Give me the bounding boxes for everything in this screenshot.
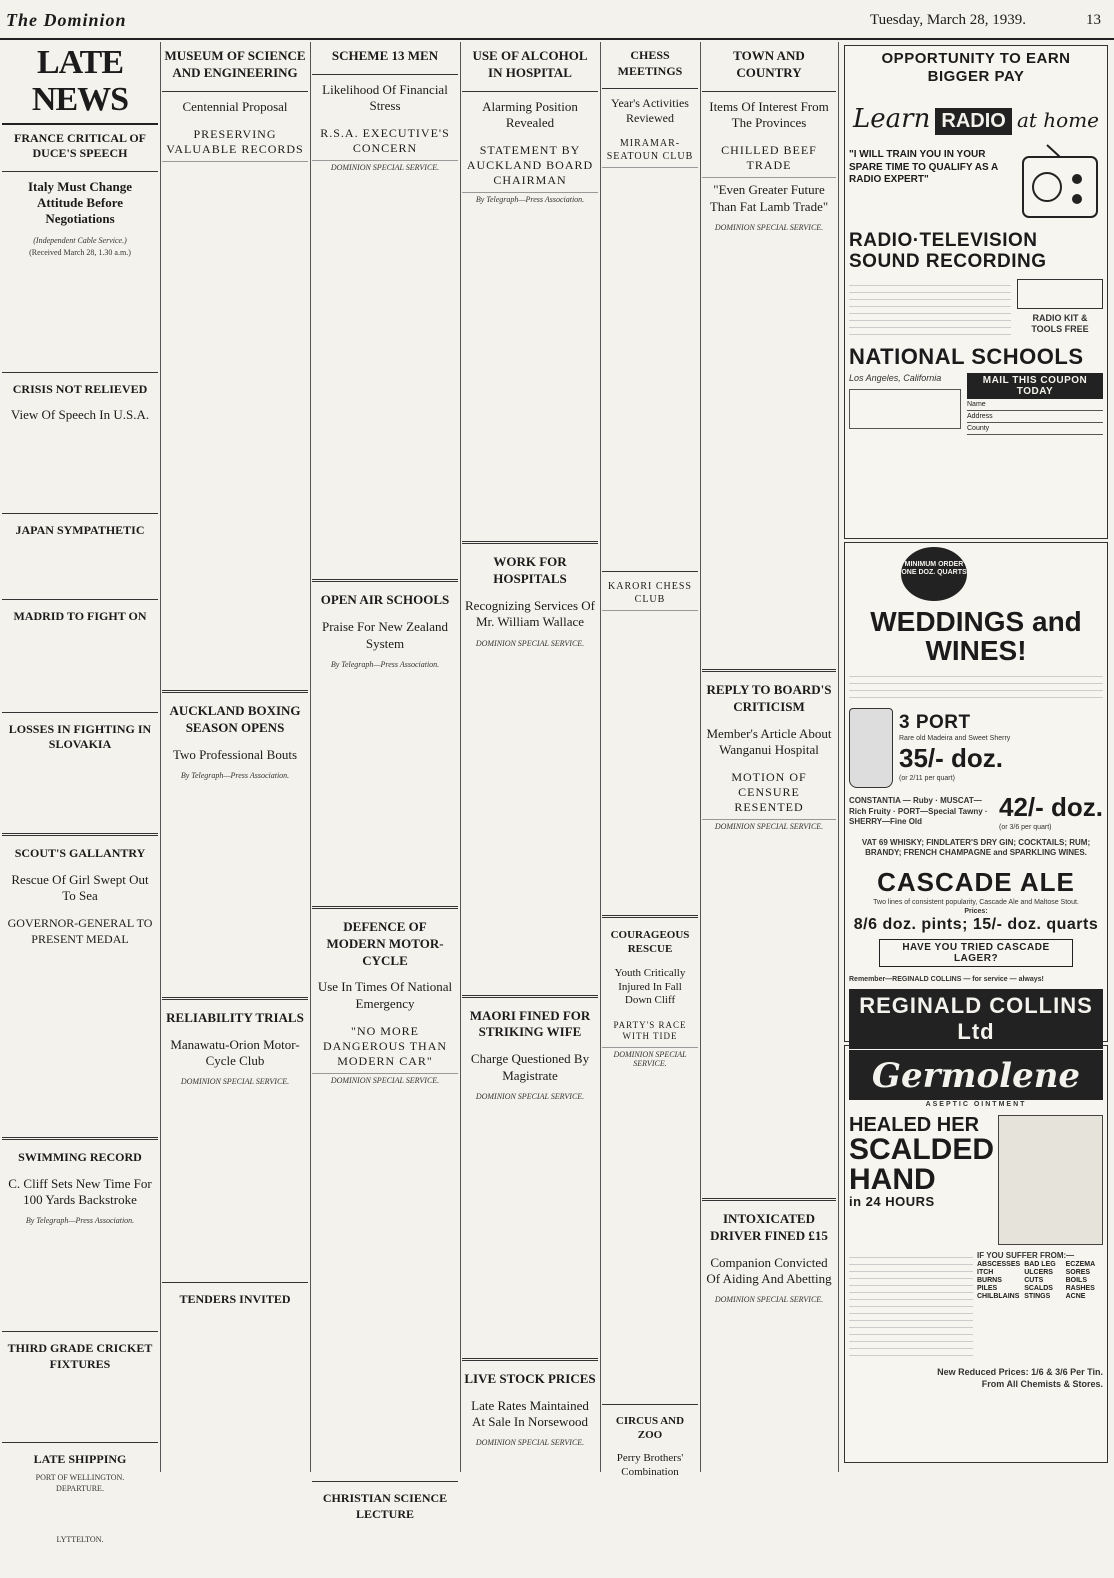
article-body: [162, 166, 308, 686]
ad-remember: Remember—REGINALD COLLINS — for service — always!: [849, 976, 1044, 984]
subheadline: Late Rates Maintained At Sale In Norsewood: [471, 1397, 589, 1429]
ad-kit-free: RADIO KIT & TOOLS FREE: [1031, 312, 1089, 335]
divider: [162, 997, 308, 1000]
article-body: [602, 611, 698, 911]
headline: TOWN AND COUNTRY: [733, 48, 805, 80]
price-wines-note: (or 3/6 per quart): [998, 823, 1052, 831]
port-label: 3 PORT: [899, 711, 971, 733]
service-line: DOMINION SPECIAL SERVICE.: [475, 1091, 585, 1101]
coupon-address-field[interactable]: Address: [967, 413, 1103, 423]
germolene-hours: in 24 HOURS: [849, 1194, 935, 1210]
divider: [2, 1442, 158, 1443]
issue-date: Tuesday, March 28, 1939.: [870, 12, 1026, 28]
column-divider: [160, 42, 161, 1472]
wine-advert: [844, 542, 1108, 1042]
subheadline: Member's Article About Wanganui Hospital: [706, 725, 832, 757]
subheadline: Year's Activities Reviewed: [611, 96, 689, 126]
headline: INTOXICATED DRIVER FINED £15: [710, 1211, 828, 1243]
divider: [462, 541, 598, 544]
late-news-banner: LATE NEWS: [2, 42, 158, 125]
subheadline: Praise For New Zealand System: [322, 619, 448, 651]
ailment-item: BAD LEG: [1024, 1261, 1056, 1269]
masthead: [0, 0, 1114, 40]
article-body: [2, 953, 158, 1133]
divider: [702, 669, 836, 672]
ailment-item: SCALDS: [1024, 1285, 1053, 1293]
headline: LOSSES IN FIGHTING IN SLOVAKIA: [8, 721, 152, 752]
article-body: [162, 1089, 308, 1279]
headline: COURAGEOUS RESCUE: [610, 929, 690, 956]
article-body: [602, 1071, 698, 1401]
divider: [162, 91, 308, 92]
ailment-item: SORES: [1065, 1269, 1091, 1277]
price-port: 35/- doz.: [899, 742, 1004, 773]
divider: [2, 599, 158, 600]
service-line: DOMINION SPECIAL SERVICE.: [330, 1075, 440, 1085]
divider: [602, 571, 698, 572]
ailment-item: ABSCESSES: [977, 1261, 1021, 1269]
service-line: DOMINION SPECIAL SERVICE.: [475, 1438, 585, 1448]
cascade-price: 8/6 doz. pints; 15/- doz. quarts: [853, 915, 1099, 933]
divider: [702, 91, 836, 92]
radio-set-illustration: [1017, 143, 1103, 223]
ailment-item: ITCH: [977, 1269, 994, 1277]
ad-school-name: NATIONAL SCHOOLS: [849, 343, 1084, 369]
service-line: By Telegraph—Press Association.: [25, 1216, 135, 1226]
germolene-logo: Germolene: [849, 1050, 1103, 1100]
ailment-item: BOILS: [1065, 1277, 1087, 1285]
subheadline: Items Of Interest From The Provinces: [709, 98, 829, 131]
article-body: [702, 834, 836, 1194]
article-body: [2, 1379, 158, 1439]
divider: [702, 1198, 836, 1201]
subheadline: Use In Times Of National Emergency: [317, 979, 453, 1011]
divider: [312, 74, 458, 75]
ad-tv-headline: RADIO·TELEVISION SOUND RECORDING: [849, 230, 1047, 272]
divider: [312, 906, 458, 909]
ad-copy: [849, 1251, 973, 1361]
ailment-item: CHILBLAINS: [977, 1293, 1020, 1301]
article-body: [312, 1528, 458, 1578]
cascade-desc: Two lines of consistent popularity, Cascade Ale and Maltose Stout.: [873, 898, 1079, 906]
headline: THIRD GRADE CRICKET FIXTURES: [7, 1341, 153, 1371]
article-body: [312, 1088, 458, 1478]
germolene-headline-3: HAND: [849, 1163, 936, 1197]
divider: [602, 88, 698, 89]
ad-quote: "I WILL TRAIN YOU IN YOUR SPARE TIME TO QUALIFY AS A RADIO EXPERT": [849, 149, 998, 185]
ad-script-home: at home: [1016, 108, 1099, 132]
subheadline: Centennial Proposal: [182, 98, 288, 114]
germolene-advert: [844, 1045, 1108, 1463]
column-divider: [700, 42, 701, 1472]
article-body: [312, 175, 458, 575]
ailment-item: STINGS: [1024, 1293, 1051, 1301]
germolene-headline-2: SCALDED: [849, 1133, 995, 1167]
subheadline: Charge Questioned By Magistrate: [470, 1051, 590, 1083]
column-3: [312, 42, 458, 1521]
subheadline: Italy Must Change Attitude Before Negotiations: [27, 178, 132, 227]
ad-headline: OPPORTUNITY TO EARN BIGGER PAY: [881, 50, 1071, 85]
price-port-note: (or 2/11 per quart): [899, 774, 955, 782]
headline: OPEN AIR SCHOOLS: [320, 592, 450, 608]
subheadline: "Even Greater Future Than Fat Lamb Trade": [709, 182, 829, 214]
subheadline: Recognizing Services Of Mr. William Wallace: [465, 598, 595, 630]
article-body: [162, 1314, 308, 1504]
port-bottle-illustration: [849, 708, 893, 788]
ailment-item: RASHES: [1065, 1285, 1095, 1293]
column-divider: [460, 42, 461, 1472]
divider: [2, 712, 158, 713]
ailment-item: CUTS: [1024, 1277, 1044, 1285]
service-line: DOMINION SPECIAL SERVICE.: [475, 638, 585, 648]
column-late-news: [2, 42, 158, 1545]
headline: SWIMMING RECORD: [18, 1150, 142, 1165]
divider: [162, 690, 308, 693]
headline: SCOUT'S GALLANTRY: [14, 845, 146, 860]
divider: [162, 1282, 308, 1283]
headline: JAPAN SYMPATHETIC: [15, 522, 145, 537]
headline: FRANCE CRITICAL OF DUCE'S SPEECH: [13, 130, 146, 161]
subheadline: Youth Critically Injured In Fall Down Cliff: [614, 966, 686, 1007]
divider: [462, 1358, 598, 1361]
germolene-tagline: ASEPTIC OINTMENT: [925, 1101, 1027, 1108]
article-body: [702, 235, 836, 665]
divider: [602, 1404, 698, 1405]
headline: USE OF ALCOHOL IN HOSPITAL: [472, 48, 588, 80]
article-body: [2, 631, 158, 709]
column-5: [602, 42, 698, 1478]
service-line: DOMINION SPECIAL SERVICE.: [330, 163, 440, 173]
headline: CHESS MEETINGS: [617, 48, 683, 78]
school-building-illustration: [849, 389, 961, 429]
divider: [462, 995, 598, 998]
minimum-order-badge: [901, 547, 967, 601]
ailment-item: ULCERS: [1024, 1269, 1053, 1277]
service-line: DOMINION SPECIAL SERVICE.: [613, 1049, 687, 1068]
ailment-list: [977, 1261, 1103, 1300]
column-6: [702, 42, 836, 1472]
headline: MAORI FINED FOR STRIKING WIFE: [469, 1007, 591, 1040]
germolene-headline-1: HEALED HER: [849, 1114, 980, 1137]
subheadline: Alarming Position Revealed: [482, 98, 578, 131]
ad-copy: [849, 279, 1011, 339]
coupon-name-field[interactable]: Name: [967, 401, 1103, 411]
spirits-list: VAT 69 WHISKY; FINDLATER'S DRY GIN; COCKTAILS; RUM; BRANDY; FRENCH CHAMPAGNE and SPARKLING WINES.: [861, 837, 1091, 858]
article-body: [2, 1495, 158, 1535]
article-body: [462, 1450, 598, 1510]
cascade-prices-label: Prices:: [964, 907, 988, 915]
article-body: [2, 1228, 158, 1328]
article-body: [602, 168, 698, 568]
headline: LIVE STOCK PRICES: [464, 1370, 596, 1386]
headline: CRISIS NOT RELIEVED: [12, 381, 148, 396]
germolene-prices: New Reduced Prices: 1/6 & 3/6 Per Tin.: [937, 1367, 1103, 1378]
subheadline: Likelihood Of Financial Stress: [322, 81, 448, 114]
kicker: PRESERVING VALUABLE RECORDS: [162, 121, 308, 162]
column-divider: [600, 42, 601, 1472]
service-line: DOMINION SPECIAL SERVICE.: [714, 1295, 824, 1305]
service-line: By Telegraph—Press Association.: [475, 195, 585, 205]
article-body: [702, 1307, 836, 1487]
price-wines: 42/- doz.: [998, 791, 1103, 822]
divider: [2, 171, 158, 172]
subheadline: GOVERNOR-GENERAL TO PRESENT MEDAL: [7, 916, 153, 946]
headline: DEFENCE OF MODERN MOTOR-CYCLE: [326, 918, 444, 968]
article-body: [2, 544, 158, 596]
kicker: PARTY'S RACE WITH TIDE: [602, 1014, 698, 1048]
subheadline: View Of Speech In U.S.A.: [10, 407, 150, 423]
service-line: (Independent Cable Service.): [33, 235, 127, 245]
ad-script-learn: Learn: [852, 104, 931, 134]
divider: [312, 1481, 458, 1482]
ailment-item: PILES: [977, 1285, 998, 1293]
germolene-stockists: From All Chemists & Stores.: [981, 1378, 1103, 1389]
kicker: MIRAMAR-SEATOUN CLUB: [602, 132, 698, 168]
cascade-ale-headline: CASCADE ALE: [877, 866, 1075, 897]
headline: RELIABILITY TRIALS: [166, 1010, 304, 1026]
ailment-item: ACNE: [1065, 1293, 1086, 1301]
woman-illustration: [998, 1115, 1103, 1245]
divider: [2, 833, 158, 836]
service-line: DOMINION SPECIAL SERVICE.: [714, 222, 824, 232]
ad-weddings-headline: WEDDINGS and WINES!: [870, 606, 1082, 667]
divider: [462, 91, 598, 92]
wine-list: CONSTANTIA — Ruby · MUSCAT—Rich Fruity · PORT—Special Tawny · SHERRY—Fine Old: [849, 796, 988, 827]
coupon-county-field[interactable]: County: [967, 425, 1103, 435]
divider: [602, 915, 698, 918]
divider: [2, 1331, 158, 1332]
headline: CHRISTIAN SCIENCE LECTURE: [322, 1490, 448, 1521]
headline: REPLY TO BOARD'S CRITICISM: [706, 681, 832, 714]
page-number: 13: [1086, 12, 1101, 28]
column-divider: [838, 42, 839, 1472]
column-4: [462, 42, 598, 1472]
article-body: [462, 1104, 598, 1354]
subheadline: Rescue Of Girl Swept Out To Sea: [11, 871, 149, 903]
dateline: (Received March 28, 1.30 a.m.): [29, 247, 131, 257]
divider: [312, 579, 458, 582]
divider: [2, 372, 158, 373]
kicker: MOTION OF CENSURE RESENTED: [702, 764, 836, 820]
article-body: [312, 672, 458, 902]
minimum-order-text: MINIMUM ORDER ONE DOZ. QUARTS: [901, 561, 967, 577]
ailment-item: ECZEMA: [1065, 1261, 1096, 1269]
kicker: KARORI CHESS CLUB: [602, 575, 698, 611]
service-line: DOMINION SPECIAL SERVICE.: [180, 1077, 290, 1087]
column-divider: [310, 42, 311, 1472]
article-body: [462, 651, 598, 991]
divider: [2, 513, 158, 514]
ailment-item: BURNS: [977, 1277, 1002, 1285]
cascade-lager-box: HAVE YOU TRIED CASCADE LAGER?: [879, 939, 1073, 967]
service-line: By Telegraph—Press Association.: [330, 659, 440, 669]
column-adverts: [840, 42, 1112, 1472]
section-label: LYTTELTON.: [56, 1535, 104, 1545]
headline: MADRID TO FIGHT ON: [13, 609, 147, 624]
ad-coupon-banner: MAIL THIS COUPON TODAY: [967, 373, 1103, 399]
suffer-heading: IF YOU SUFFER FROM:—: [977, 1251, 1075, 1261]
headline: AUCKLAND BOXING SEASON OPENS: [169, 703, 301, 735]
column-2: [162, 42, 308, 1472]
subheadline: Two Professional Bouts: [172, 746, 298, 762]
kicker: R.S.A. EXECUTIVE'S CONCERN: [312, 120, 458, 161]
section-label: DEPARTURE.: [56, 1484, 104, 1494]
section-label: PORT OF WELLINGTON.: [35, 1473, 125, 1483]
article-body: [2, 430, 158, 510]
article-body: [2, 259, 158, 369]
subheadline: C. Cliff Sets New Time For 100 Yards Backstroke: [8, 1175, 152, 1208]
subheadline: Companion Convicted Of Aiding And Abetting: [706, 1254, 832, 1287]
radio-school-advert: [844, 45, 1108, 539]
headline: SCHEME 13 MEN: [331, 48, 439, 63]
headline: CIRCUS AND ZOO: [615, 1414, 685, 1441]
headline: WORK FOR HOSPITALS: [493, 554, 567, 587]
headline: TENDERS INVITED: [179, 1292, 291, 1307]
kicker: STATEMENT BY AUCKLAND BOARD CHAIRMAN: [462, 137, 598, 193]
subheadline: Manawatu-Orion Motor-Cycle Club: [170, 1036, 300, 1069]
ad-copy: [849, 670, 1103, 704]
port-desc: Rare old Madeira and Sweet Sherry: [899, 734, 1011, 742]
article-body: [2, 759, 158, 829]
service-line: By Telegraph—Press Association.: [180, 771, 290, 781]
kicker: CHILLED BEEF TRADE: [702, 137, 836, 178]
ad-radio-word: RADIO: [935, 108, 1011, 135]
headline: MUSEUM OF SCIENCE AND ENGINEERING: [164, 48, 306, 80]
ad-city: Los Angeles, California: [849, 372, 942, 383]
headline: LATE SHIPPING: [33, 1451, 127, 1466]
subheadline: Perry Brothers' Combination: [616, 1452, 684, 1478]
kicker: "NO MORE DANGEROUS THAN MODERN CAR": [312, 1018, 458, 1074]
article-body: [162, 783, 308, 993]
newspaper-title: The Dominion: [6, 10, 127, 30]
divider: [2, 1137, 158, 1140]
radio-kit-icon: [1017, 279, 1103, 309]
service-line: DOMINION SPECIAL SERVICE.: [714, 822, 824, 832]
article-body: [462, 207, 598, 537]
reginald-collins-logo: REGINALD COLLINS Ltd: [849, 989, 1103, 1049]
